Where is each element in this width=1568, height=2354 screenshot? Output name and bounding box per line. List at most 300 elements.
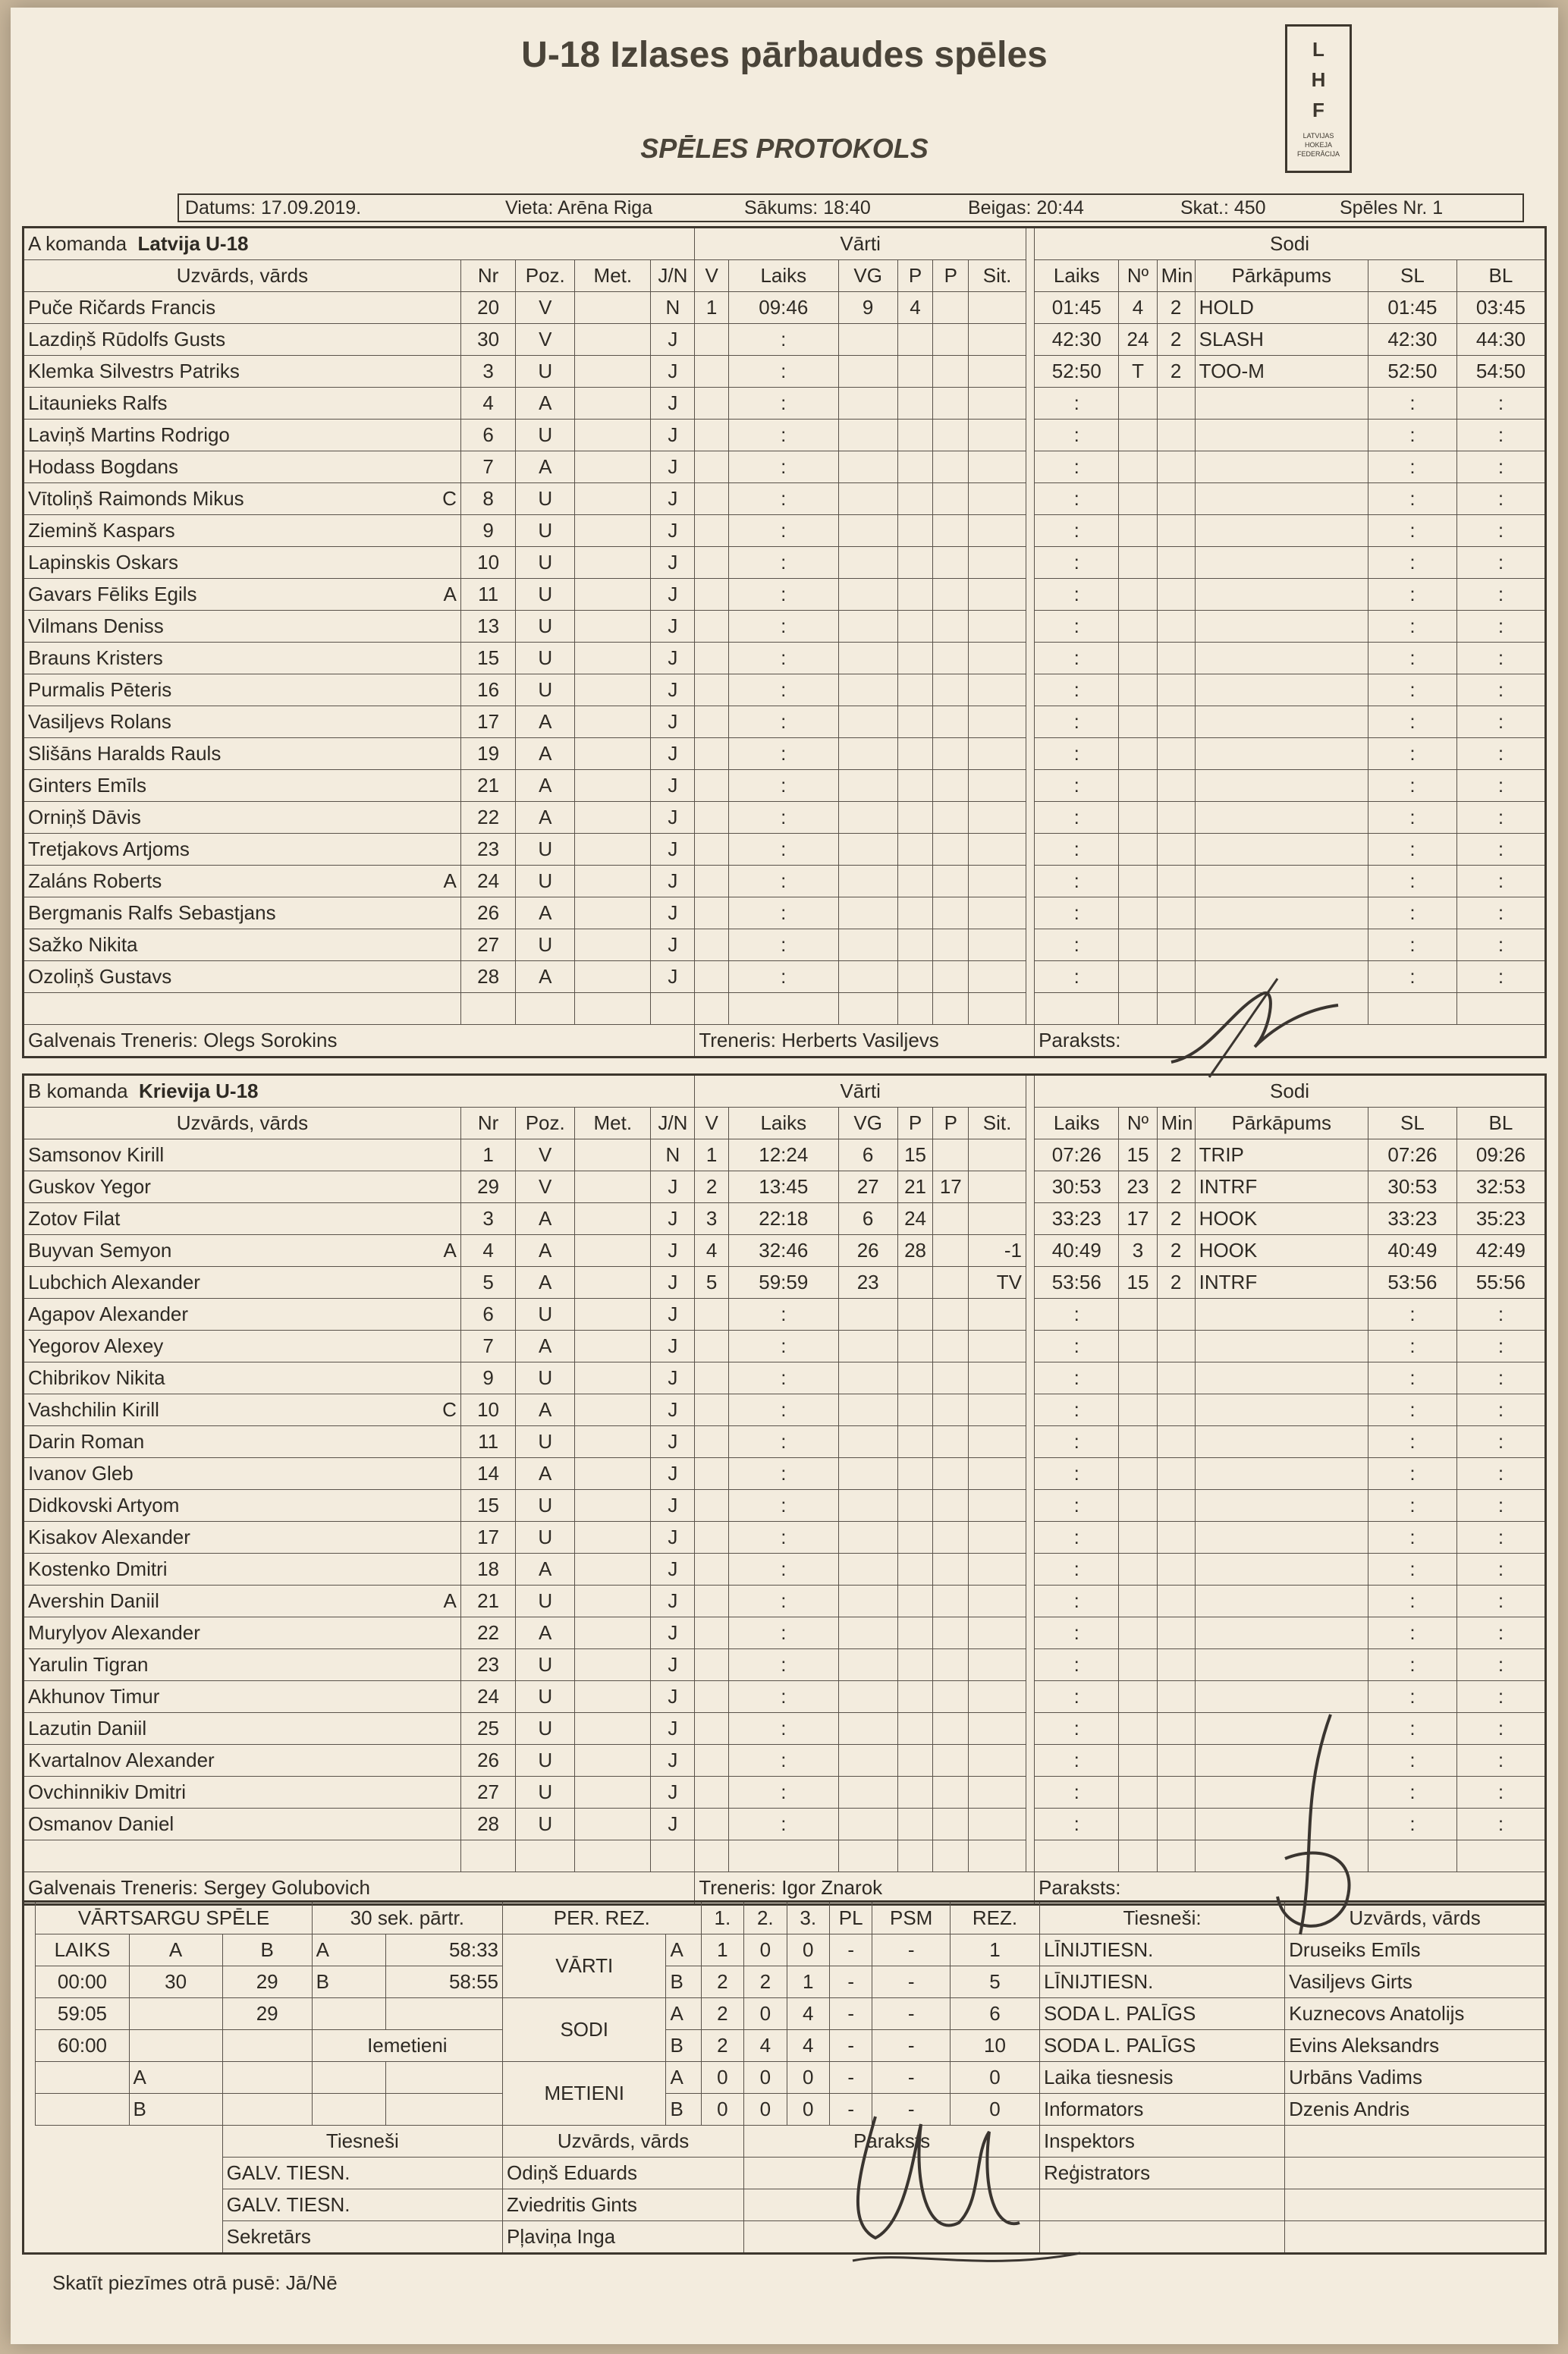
team-a-col-jn: J/N [651, 260, 695, 292]
penalty-minutes [1157, 1681, 1195, 1713]
player-cell [24, 356, 461, 388]
team-a-gap [1026, 228, 1034, 260]
table-row [24, 2094, 1546, 2126]
player-met [575, 515, 651, 547]
table-row [24, 1139, 1546, 1171]
goal-scorer [838, 483, 897, 515]
player-position: V [516, 292, 575, 324]
penalties-value: 4 [787, 2030, 829, 2062]
goal-scorer [838, 1777, 897, 1809]
goal-situation [969, 897, 1026, 929]
penalty-minutes [1157, 611, 1195, 643]
player-met [575, 611, 651, 643]
goal-assist-2 [933, 547, 969, 579]
team-a-col-p1: P [897, 260, 933, 292]
table-row [24, 1809, 1546, 1840]
player-number: 24 [460, 1681, 515, 1713]
player-met [575, 738, 651, 770]
goal-number [695, 1840, 729, 1872]
penalty-player [1119, 1713, 1157, 1745]
player-jn: J [651, 961, 695, 993]
player-role: A [443, 1589, 457, 1612]
penalty-offence: TRIP [1195, 1139, 1368, 1171]
player-number: 3 [460, 356, 515, 388]
shots-value: 0 [744, 2094, 787, 2126]
team-b-gap [1026, 1713, 1034, 1745]
player-name: Bergmanis Ralfs Sebastjans [28, 901, 276, 924]
goal-time: : [728, 1777, 838, 1809]
player-position: A [516, 1617, 575, 1649]
player-name: Buyvan Semyon [28, 1239, 172, 1262]
player-number: 8 [460, 483, 515, 515]
player-number: 26 [460, 897, 515, 929]
goal-scorer [838, 1394, 897, 1426]
penalty-start: : [1368, 929, 1456, 961]
timeout-title: 30 sek. pārtr. [312, 1902, 502, 1934]
goal-assist-1 [897, 1649, 933, 1681]
player-name: Zaláns Roberts [28, 869, 162, 892]
player-met [575, 770, 651, 802]
penalty-start: : [1368, 451, 1456, 483]
penalty-end: 44:30 [1456, 324, 1545, 356]
goal-scorer [838, 1840, 897, 1872]
penalty-end: : [1456, 611, 1545, 643]
team-a-team-label: A komanda [28, 232, 127, 255]
goal-situation [969, 1809, 1026, 1840]
goal-scorer: 27 [838, 1171, 897, 1203]
penalty-player [1119, 1522, 1157, 1554]
player-cell [24, 1522, 461, 1554]
goal-assist-1 [897, 1809, 933, 1840]
penalty-end: 55:56 [1456, 1267, 1545, 1299]
player-name: Vilmans Deniss [28, 614, 164, 637]
team-b-gap [1026, 1649, 1034, 1681]
goal-number [695, 834, 729, 866]
penalty-minutes [1157, 866, 1195, 897]
goal-situation [969, 993, 1026, 1025]
team-b-gap [1026, 1745, 1034, 1777]
player-met [575, 451, 651, 483]
table-row [24, 388, 1546, 420]
player-position: U [516, 611, 575, 643]
goal-assist-1 [897, 738, 933, 770]
goal-time: : [728, 1681, 838, 1713]
player-met [575, 1426, 651, 1458]
goal-scorer [838, 611, 897, 643]
penalty-offence [1195, 1522, 1368, 1554]
goal-assist-1 [897, 866, 933, 897]
player-jn: J [651, 420, 695, 451]
official-role [1039, 2189, 1284, 2221]
player-position: A [516, 770, 575, 802]
goal-time: : [728, 515, 838, 547]
penalty-end: : [1456, 1362, 1545, 1394]
goal-scorer [838, 1458, 897, 1490]
goal-assist-1 [897, 1299, 933, 1331]
penalty-end: : [1456, 1809, 1545, 1840]
penalty-player [1119, 1617, 1157, 1649]
goal-time: : [728, 643, 838, 674]
player-met [575, 356, 651, 388]
goal-number [695, 547, 729, 579]
goal-situation [969, 547, 1026, 579]
goal-assist-2 [933, 1458, 969, 1490]
gk-team-a [129, 2030, 222, 2062]
goal-number [695, 1522, 729, 1554]
faceoff-team: B [129, 2094, 222, 2126]
player-met [575, 643, 651, 674]
official-name: Vasiljevs Girts [1285, 1966, 1546, 1998]
penalty-time: 30:53 [1035, 1171, 1119, 1203]
table-row [24, 929, 1546, 961]
penalty-player [1119, 420, 1157, 451]
player-number: 22 [460, 802, 515, 834]
player-name: Zieminš Kaspars [28, 519, 175, 542]
goals-value: - [872, 1966, 951, 1998]
goals-value: - [829, 1934, 872, 1966]
penalty-start: : [1368, 706, 1456, 738]
goal-number [695, 579, 729, 611]
goals-value: 2 [701, 1966, 743, 1998]
penalty-offence [1195, 897, 1368, 929]
goal-number: 1 [695, 292, 729, 324]
player-met [575, 1809, 651, 1840]
player-met [575, 547, 651, 579]
penalty-offence [1195, 579, 1368, 611]
player-name: Kostenko Dmitri [28, 1557, 168, 1580]
goal-time: : [728, 866, 838, 897]
penalty-minutes [1157, 388, 1195, 420]
player-met [575, 1394, 651, 1426]
player-role: A [443, 583, 457, 605]
penalty-minutes [1157, 579, 1195, 611]
player-name: Zotov Filat [28, 1207, 121, 1230]
player-name: Laviņš Martins Rodrigo [28, 423, 230, 446]
player-cell [24, 579, 461, 611]
team-a-col-offence: Pārkāpums [1195, 260, 1368, 292]
official-name: Evins Aleksandrs [1285, 2030, 1546, 2062]
faceoffs-title: Iemetieni [312, 2030, 502, 2062]
goal-situation [969, 674, 1026, 706]
table-row [24, 451, 1546, 483]
penalty-time: : [1035, 579, 1119, 611]
player-cell [24, 1681, 461, 1713]
goal-assist-1 [897, 547, 933, 579]
penalty-start: : [1368, 547, 1456, 579]
penalty-minutes [1157, 802, 1195, 834]
player-met [575, 1522, 651, 1554]
goal-assist-2 [933, 1362, 969, 1394]
goal-assist-1 [897, 802, 933, 834]
penalty-time: : [1035, 929, 1119, 961]
player-number: 17 [460, 706, 515, 738]
player-cell [24, 866, 461, 897]
goal-time: : [728, 834, 838, 866]
team-a-penalties-header: Sodi [1035, 228, 1546, 260]
goal-assist-1 [897, 993, 933, 1025]
player-position: U [516, 356, 575, 388]
goal-assist-2 [933, 1267, 969, 1299]
team-b-team-label: B komanda [28, 1080, 128, 1102]
player-cell [24, 1426, 461, 1458]
shots-value: - [829, 2062, 872, 2094]
team-a-gap [1026, 897, 1034, 929]
player-jn: J [651, 547, 695, 579]
goal-scorer [838, 993, 897, 1025]
goal-scorer [838, 1617, 897, 1649]
table-row [24, 1777, 1546, 1809]
goal-time: : [728, 929, 838, 961]
team-b-gap [1026, 1331, 1034, 1362]
goal-assist-2 [933, 1554, 969, 1586]
goal-situation [969, 451, 1026, 483]
penalty-player [1119, 770, 1157, 802]
penalty-start: : [1368, 1394, 1456, 1426]
penalty-offence [1195, 674, 1368, 706]
official-name: Dzenis Andris [1285, 2094, 1546, 2126]
player-name: Avershin Daniil [28, 1589, 159, 1612]
player-cell [24, 420, 461, 451]
penalty-start: : [1368, 1777, 1456, 1809]
penalty-player [1119, 706, 1157, 738]
goal-number [695, 897, 729, 929]
goal-assist-2 [933, 1617, 969, 1649]
team-a-gap [1026, 260, 1034, 292]
player-name: Lapinskis Oskars [28, 551, 178, 574]
goal-assist-1 [897, 1554, 933, 1586]
timeout-empty [312, 1998, 385, 2030]
penalty-offence [1195, 1809, 1368, 1840]
goal-number: 2 [695, 1171, 729, 1203]
goal-time [728, 993, 838, 1025]
team-a-col-no: Nº [1119, 260, 1157, 292]
team-b-table [22, 1073, 1547, 1906]
referee-role: GALV. TIESN. [222, 2189, 502, 2221]
team-b-penalties-header: Sodi [1035, 1075, 1546, 1108]
player-jn [651, 993, 695, 1025]
player-jn: J [651, 1777, 695, 1809]
player-name: Ovchinnikiv Dmitri [28, 1780, 187, 1803]
goal-situation [969, 1681, 1026, 1713]
player-met [575, 1649, 651, 1681]
player-jn: J [651, 1267, 695, 1299]
goals-value: A [666, 1934, 701, 1966]
goal-scorer [838, 706, 897, 738]
player-cell [24, 515, 461, 547]
player-position: U [516, 929, 575, 961]
player-name: Vashchilin Kirill [28, 1398, 159, 1421]
table-row [24, 1586, 1546, 1617]
penalty-player: 3 [1119, 1235, 1157, 1267]
player-jn: J [651, 770, 695, 802]
goal-assist-1 [897, 1777, 933, 1809]
goal-scorer [838, 1681, 897, 1713]
player-name: Puče Ričards Francis [28, 296, 216, 319]
team-a-col-sit: Sit. [969, 260, 1026, 292]
goal-number [695, 1362, 729, 1394]
gk-time: 00:00 [36, 1966, 129, 1998]
player-name: Didkovski Artyom [28, 1494, 180, 1516]
team-a-col-pos: Poz. [516, 260, 575, 292]
penalty-start [1368, 1840, 1456, 1872]
player-cell [24, 388, 461, 420]
player-met [575, 388, 651, 420]
player-jn: J [651, 897, 695, 929]
player-position [516, 1840, 575, 1872]
player-name: Kvartalnov Alexander [28, 1749, 215, 1771]
goal-assist-2 [933, 1681, 969, 1713]
goal-time: : [728, 1617, 838, 1649]
goal-number [695, 706, 729, 738]
penalties-value: 0 [744, 1998, 787, 2030]
goal-situation [969, 1554, 1026, 1586]
goal-situation [969, 1777, 1026, 1809]
penalty-start: : [1368, 1362, 1456, 1394]
goal-number [695, 738, 729, 770]
penalty-start: 07:26 [1368, 1139, 1456, 1171]
goal-assist-1 [897, 834, 933, 866]
penalty-player [1119, 1458, 1157, 1490]
goals-value: 0 [787, 1934, 829, 1966]
player-jn: J [651, 324, 695, 356]
penalty-player [1119, 929, 1157, 961]
penalty-end: : [1456, 643, 1545, 674]
player-met [575, 1267, 651, 1299]
goal-number [695, 1777, 729, 1809]
goal-scorer [838, 1649, 897, 1681]
goal-assist-2 [933, 993, 969, 1025]
player-jn: J [651, 1458, 695, 1490]
goal-number [695, 1617, 729, 1649]
goal-situation [969, 738, 1026, 770]
penalty-start [1368, 993, 1456, 1025]
table-row [24, 2158, 1546, 2189]
page-title: U-18 Izlases pārbaudes spēles [521, 35, 1048, 75]
goal-assist-1 [897, 643, 933, 674]
goal-number [695, 515, 729, 547]
team-b-col-pen-time: Laiks [1035, 1108, 1119, 1139]
penalty-end: 09:26 [1456, 1139, 1545, 1171]
team-a-gap [1026, 993, 1034, 1025]
player-name: Kisakov Alexander [28, 1526, 190, 1548]
player-met [575, 897, 651, 929]
penalty-end: : [1456, 579, 1545, 611]
penalty-end: : [1456, 961, 1545, 993]
team-a-col-min: Min [1157, 260, 1195, 292]
goal-assist-2 [933, 738, 969, 770]
table-row [24, 993, 1546, 1025]
faceoff-empty [386, 2062, 503, 2094]
team-a-gap [1026, 834, 1034, 866]
player-number: 25 [460, 1713, 515, 1745]
player-position: U [516, 420, 575, 451]
player-number: 1 [460, 1139, 515, 1171]
penalty-start: 33:23 [1368, 1203, 1456, 1235]
player-jn: J [651, 1203, 695, 1235]
team-b-gap [1026, 1235, 1034, 1267]
shots-value: 0 [744, 2062, 787, 2094]
player-jn: J [651, 611, 695, 643]
goal-time: 32:46 [728, 1235, 838, 1267]
penalty-offence [1195, 611, 1368, 643]
player-met [575, 1235, 651, 1267]
player-position: A [516, 388, 575, 420]
player-cell [24, 1171, 461, 1203]
goal-time: : [728, 1394, 838, 1426]
penalty-start: : [1368, 1331, 1456, 1362]
team-a-coach: Treneris: Herberts Vasiljevs [695, 1025, 1035, 1058]
penalty-minutes [1157, 993, 1195, 1025]
player-jn: J [651, 1490, 695, 1522]
penalty-start: : [1368, 866, 1456, 897]
official-role: LĪNIJTIESN. [1039, 1934, 1284, 1966]
official-role: Informators [1039, 2094, 1284, 2126]
goal-situation [969, 643, 1026, 674]
goal-time: : [728, 738, 838, 770]
penalty-time: : [1035, 643, 1119, 674]
table-row [24, 1203, 1546, 1235]
penalties-value: 4 [744, 2030, 787, 2062]
penalties-value: - [872, 2030, 951, 2062]
goal-assist-2 [933, 356, 969, 388]
penalty-offence [1195, 1554, 1368, 1586]
player-cell [24, 929, 461, 961]
penalty-time: : [1035, 1490, 1119, 1522]
table-row [24, 1649, 1546, 1681]
player-met [575, 674, 651, 706]
referee-role: Sekretārs [222, 2221, 502, 2254]
team-b-col-name: Uzvārds, vārds [24, 1108, 461, 1139]
table-row [24, 1998, 1546, 2030]
goal-situation: TV [969, 1267, 1026, 1299]
table-row [24, 356, 1546, 388]
penalty-minutes: 2 [1157, 1171, 1195, 1203]
player-met [575, 834, 651, 866]
player-number: 3 [460, 1203, 515, 1235]
goal-scorer: 6 [838, 1203, 897, 1235]
player-met [575, 961, 651, 993]
goal-situation [969, 770, 1026, 802]
goal-situation [969, 388, 1026, 420]
penalty-time: : [1035, 1362, 1119, 1394]
shots-value: - [829, 2094, 872, 2126]
player-position: U [516, 1713, 575, 1745]
referees-signature-title: Paraksts [744, 2126, 1040, 2158]
penalty-player: 15 [1119, 1267, 1157, 1299]
goal-situation [969, 515, 1026, 547]
penalty-player [1119, 643, 1157, 674]
timeout-time: 58:33 [386, 1934, 503, 1966]
goal-assist-1 [897, 1267, 933, 1299]
player-met [575, 1586, 651, 1617]
goal-number [695, 1586, 729, 1617]
goal-time: : [728, 1586, 838, 1617]
penalty-end: : [1456, 1554, 1545, 1586]
player-name: Vītoliņš Raimonds Mikus [28, 487, 244, 510]
penalty-minutes: 2 [1157, 1267, 1195, 1299]
team-a-gap [1026, 674, 1034, 706]
penalty-time: : [1035, 866, 1119, 897]
player-name: Samsonov Kirill [28, 1143, 165, 1166]
player-name: Ginters Emīls [28, 774, 147, 797]
penalty-end: : [1456, 706, 1545, 738]
team-b-gap [1026, 1617, 1034, 1649]
official-name: Urbāns Vadims [1285, 2062, 1546, 2094]
player-cell [24, 611, 461, 643]
goal-situation [969, 611, 1026, 643]
penalty-end: : [1456, 866, 1545, 897]
table-row [24, 1331, 1546, 1362]
